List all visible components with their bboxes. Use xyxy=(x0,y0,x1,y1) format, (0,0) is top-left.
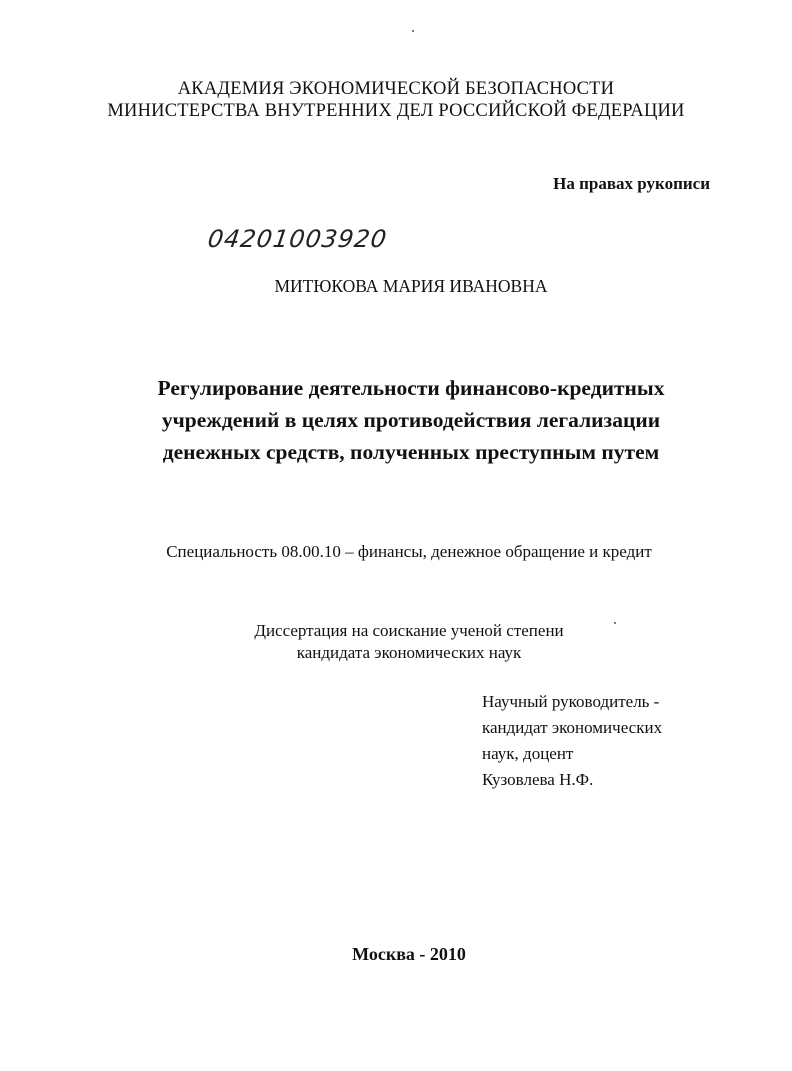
supervisor-line-1: Научный руководитель - xyxy=(482,692,660,711)
scan-speck xyxy=(412,30,414,32)
institution-line-2: МИНИСТЕРСТВА ВНУТРЕННИХ ДЕЛ РОССИЙСКОЙ ФЕДЕРАЦИИ xyxy=(107,101,685,121)
degree-line-2: кандидата экономических наук xyxy=(296,643,522,662)
handwritten-registration-number: 04201003920 xyxy=(206,225,389,253)
supervisor-line-4: Кузовлева Н.Ф. xyxy=(482,770,594,789)
title-line-2: учреждений в целях противодействия легализации xyxy=(161,408,661,432)
title-line-1: Регулирование деятельности финансово-кредитных xyxy=(157,376,665,400)
author-name: МИТЮКОВА МАРИЯ ИВАНОВНА xyxy=(274,276,548,296)
degree-line-1: Диссертация на соискание ученой степени xyxy=(254,621,564,640)
supervisor-line-2: кандидат экономических xyxy=(482,718,663,737)
supervisor-line-3: наук, доцент xyxy=(482,744,574,763)
dissertation-title xyxy=(0,372,792,468)
city-year: Москва - 2010 xyxy=(352,944,466,964)
institution-line-1: АКАДЕМИЯ ЭКОНОМИЧЕСКОЙ БЕЗОПАСНОСТИ xyxy=(177,79,615,99)
degree-statement xyxy=(0,620,792,664)
specialty-line: Специальность 08.00.10 – финансы, денежное обращение и кредит xyxy=(166,542,652,561)
supervisor-block xyxy=(482,689,662,793)
institution-header xyxy=(0,78,792,122)
manuscript-rights-note: На правах рукописи xyxy=(553,174,710,193)
title-line-3: денежных средств, полученных преступным путем xyxy=(162,440,660,464)
